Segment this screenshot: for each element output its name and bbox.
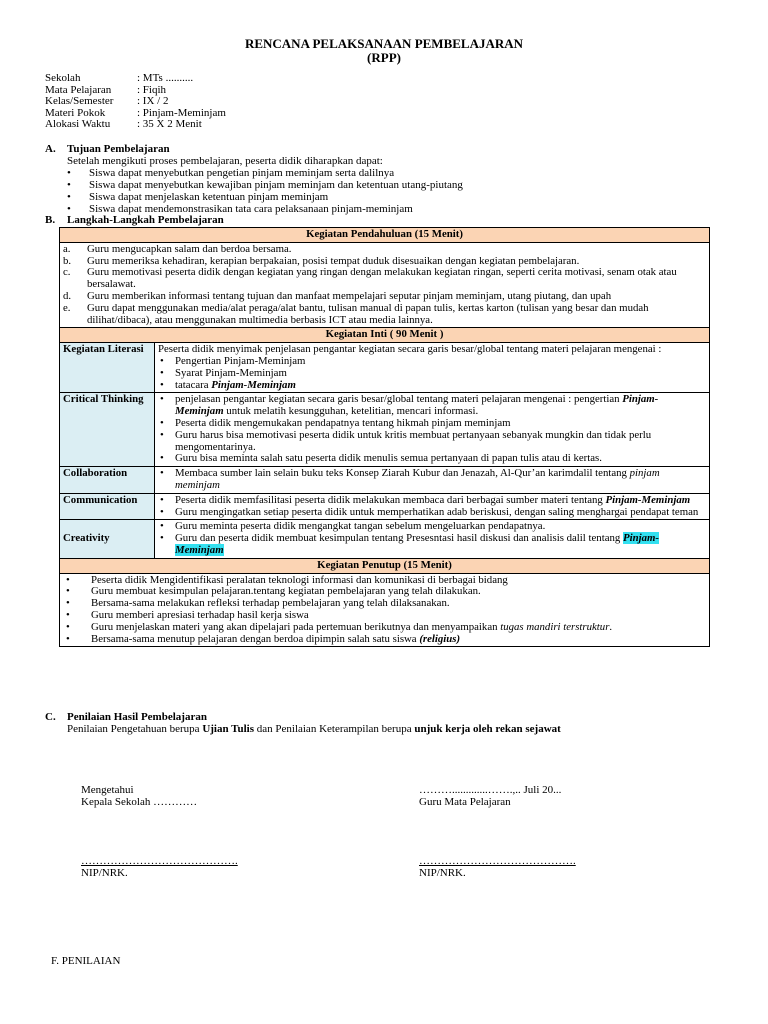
- signature-line-right: …………………………………….: [419, 855, 576, 867]
- critical-cell: [155, 393, 710, 467]
- item-emphasis: Pinjam-Meminjam: [211, 378, 296, 391]
- penutup-item: • Guru memberi apresiasi terhadap hasil kerja siswa: [63, 610, 706, 622]
- penilaian-bold: unjuk kerja oleh rekan sejawat: [414, 723, 561, 735]
- signature-left: [81, 784, 197, 808]
- creativity-cell: [155, 520, 710, 558]
- item-text: Peserta didik memfasilitasi peserta didik melakukan membaca dari berbagai sumber materi tentang: [175, 493, 606, 506]
- penutup-cell: [60, 573, 710, 647]
- identitas-label: Kelas/Semester: [45, 95, 114, 108]
- penutup-item: • Guru membuat kesimpulan pelajaran.tentang kegiatan pembelajaran yang telah dilakukan.: [63, 586, 706, 598]
- creativity-item: [158, 533, 706, 557]
- pendahuluan-header: Kegiatan Pendahuluan (15 Menit): [60, 228, 710, 243]
- item-text: tatacara: [175, 378, 212, 391]
- penilaian-part: dan Penilaian Keterampilan berupa: [254, 723, 415, 735]
- penutup-item: • Peserta didik Mengidentifikasi peralatan teknologi informasi dan komunikasi di berbagai bidang: [63, 575, 706, 587]
- item-text: Guru memberikan informasi tentang tujuan dan manfaat mempelajari seputar pinjam meminjam, utang piutang, dan upah: [87, 289, 612, 302]
- item-text: Guru menjelaskan materi yang akan dipelajari pada pertemuan berikutnya dan menyampaikan: [91, 620, 501, 633]
- section-a-number: A.: [45, 143, 56, 155]
- pendahuluan-item: [63, 267, 706, 291]
- item-marker: a.: [63, 242, 71, 255]
- item-text: .: [609, 620, 613, 633]
- identitas-value: : Pinjam-Meminjam: [137, 106, 226, 119]
- communication-label: Communication: [60, 493, 155, 520]
- creativity-label: Creativity: [60, 520, 155, 558]
- inti-header: Kegiatan Inti ( 90 Menit ): [60, 328, 710, 343]
- literasi-label: Kegiatan Literasi: [60, 343, 155, 393]
- item-marker: b.: [63, 254, 72, 267]
- critical-item: [158, 394, 706, 418]
- tujuan-item: • Siswa dapat menjelaskan ketentuan pinjam meminjam: [67, 191, 463, 203]
- critical-item: • Guru harus bisa memotivasi peserta didik untuk kritis membuat pertanyaan sebanyak mungkin dan tidak perlu mengomentarinya.: [158, 430, 706, 454]
- critical-item: • Guru bisa meminta salah satu peserta didik menulis semua pertanyaan di papan tulis atau di kertas.: [158, 453, 706, 465]
- item-text: penjelasan pengantar kegiatan secara garis besar/global tentang materi pelajaran mengenai : pengertian: [175, 393, 623, 406]
- nip-left: NIP/NRK.: [81, 867, 128, 879]
- identitas-label: Materi Pokok: [45, 106, 106, 119]
- pendahuluan-cell: [60, 242, 710, 328]
- communication-cell: [155, 493, 710, 520]
- doc-title: RENCANA PELAKSANAAN PEMBELAJARAN: [244, 36, 524, 51]
- item-text: Guru memeriksa kehadiran, kerapian berpakaian, posisi tempat duduk disesuaikan dengan kegiatan pembelajaran.: [87, 254, 580, 267]
- tujuan-intro: Setelah mengikuti proses pembelajaran, peserta didik diharapkan dapat:: [67, 155, 383, 167]
- section-b-title: Langkah-Langkah Pembelajaran: [67, 214, 224, 226]
- item-marker: d.: [63, 289, 72, 302]
- communication-item: • Guru mengingatkan setiap peserta didik untuk memperhatikan adab beriskusi, dengan saling menghargai pendapat teman: [158, 507, 706, 519]
- nip-right: NIP/NRK.: [419, 867, 466, 879]
- item-text: Membaca sumber lain selain buku teks Konsep Ziarah Kubur dan Jenazah, Al-Qur’an karimdalil tentang: [175, 467, 630, 480]
- section-a-heading: [45, 143, 170, 155]
- literasi-item: • Pengertian Pinjam-Meminjam: [158, 356, 706, 368]
- doc-subtitle: (RPP): [367, 50, 401, 65]
- signature-role: Guru Mata Pelajaran: [419, 796, 511, 808]
- penutup-item: • Bersama-sama melakukan refleksi terhadap pembelajaran yang telah dilaksanakan.: [63, 598, 706, 610]
- literasi-item: [158, 380, 706, 392]
- signature-caption: Mengetahui: [81, 784, 134, 796]
- collaboration-cell: [155, 467, 710, 494]
- tujuan-item: • Siswa dapat mendemonstrasikan tata cara pelaksanaan pinjam-meminjam: [67, 203, 463, 215]
- section-c-number: C.: [45, 711, 56, 723]
- identitas-block: [45, 73, 226, 131]
- critical-item: • Peserta didik mengemukakan pendapatnya tentang hikmah pinjam meminjam: [158, 418, 706, 430]
- tujuan-item: • Siswa dapat menyebutkan pengetian pinjam meminjam serta dalilnya: [67, 167, 463, 179]
- signature-role: Kepala Sekolah …………: [81, 796, 198, 808]
- langkah-table: [59, 227, 710, 647]
- item-text: Guru memotivasi peserta didik dengan kegiatan yang ringan dengan melakukan kegiatan ringan, seperti cerita motivasi, senam otak atau bersalawat.: [87, 266, 677, 291]
- item-emphasis: (religius): [419, 632, 461, 645]
- section-b-heading: [45, 214, 224, 226]
- pendahuluan-item: [63, 303, 706, 327]
- literasi-intro: Peserta didik menyimak penjelasan pengantar kegiatan secara garis besar/global tentang materi pelajaran mengenai :: [158, 343, 662, 356]
- section-c-heading: [45, 711, 207, 723]
- item-marker: e.: [63, 301, 71, 314]
- signature-right: [419, 784, 561, 808]
- identitas-label: Alokasi Waktu: [45, 118, 111, 131]
- item-marker: c.: [63, 266, 71, 279]
- section-c-title: Penilaian Hasil Pembelajaran: [67, 711, 207, 723]
- item-text: Bersama-sama menutup pelajaran dengan berdoa dipimpin salah satu siswa: [91, 632, 420, 645]
- item-emphasis: tugas mandiri terstruktur: [500, 620, 610, 633]
- item-emphasis: Pinjam-Meminjam: [605, 493, 691, 506]
- item-emphasis: Pinjam-Meminjam: [175, 393, 659, 418]
- penilaian-part: Penilaian Pengetahuan berupa: [67, 723, 203, 735]
- signature-date: ……….............…….,.. Juli 20...: [419, 784, 562, 796]
- penutup-item: [63, 634, 706, 646]
- identitas-value: : Fiqih: [137, 83, 167, 96]
- identitas-value: : MTs ..........: [137, 72, 194, 84]
- critical-label: Critical Thinking: [60, 393, 155, 467]
- section-f-heading: F. PENILAIAN: [51, 955, 121, 967]
- item-emphasis: pinjam meminjam: [175, 467, 660, 491]
- creativity-item: • Guru meminta peserta didik mengangkat tangan sebelum mengeluarkan pendapatnya.: [158, 521, 706, 533]
- collaboration-item: [158, 468, 706, 492]
- item-text: Guru dapat menggunakan media/alat peraga/alat bantu, tulisan manual di papan tulis, kertas karton (tulisan yang besar dan mudah dilihat/dibaca), atau menggunakan multimedia berbasis ICT atau media lainnya.: [87, 301, 649, 326]
- communication-item: [158, 495, 706, 507]
- literasi-item: • Syarat Pinjam-Meminjam: [158, 368, 706, 380]
- section-b-number: B.: [45, 214, 56, 226]
- collaboration-label: Collaboration: [60, 467, 155, 494]
- penutup-header: Kegiatan Penutup (15 Menit): [60, 558, 710, 573]
- identitas-value: : IX / 2: [137, 95, 169, 108]
- penilaian-bold: Ujian Tulis: [202, 723, 254, 735]
- item-text: Guru dan peserta didik membuat kesimpulan tentang Presesntasi hasil diskusi dan analisis dalil tentang: [175, 532, 623, 545]
- literasi-cell: [155, 343, 710, 393]
- identitas-value: : 35 X 2 Menit: [137, 118, 202, 131]
- identitas-label: Mata Pelajaran: [45, 83, 112, 96]
- item-text: untuk melatih kesungguhan, ketelitian, mencari informasi.: [223, 405, 479, 418]
- penilaian-text: [67, 723, 561, 735]
- item-text: Guru mengucapkan salam dan berdoa bersama.: [87, 242, 292, 255]
- item-emphasis-highlight: Pinjam-Meminjam: [175, 532, 659, 556]
- tujuan-item: • Siswa dapat menyebutkan kewajiban pinjam meminjam dan ketentuan utang-piutang: [67, 179, 463, 191]
- section-a-title: Tujuan Pembelajaran: [67, 143, 170, 155]
- identitas-label: Sekolah: [45, 72, 81, 84]
- signature-line-left: …………………………………….: [81, 855, 238, 867]
- tujuan-block: [67, 155, 463, 215]
